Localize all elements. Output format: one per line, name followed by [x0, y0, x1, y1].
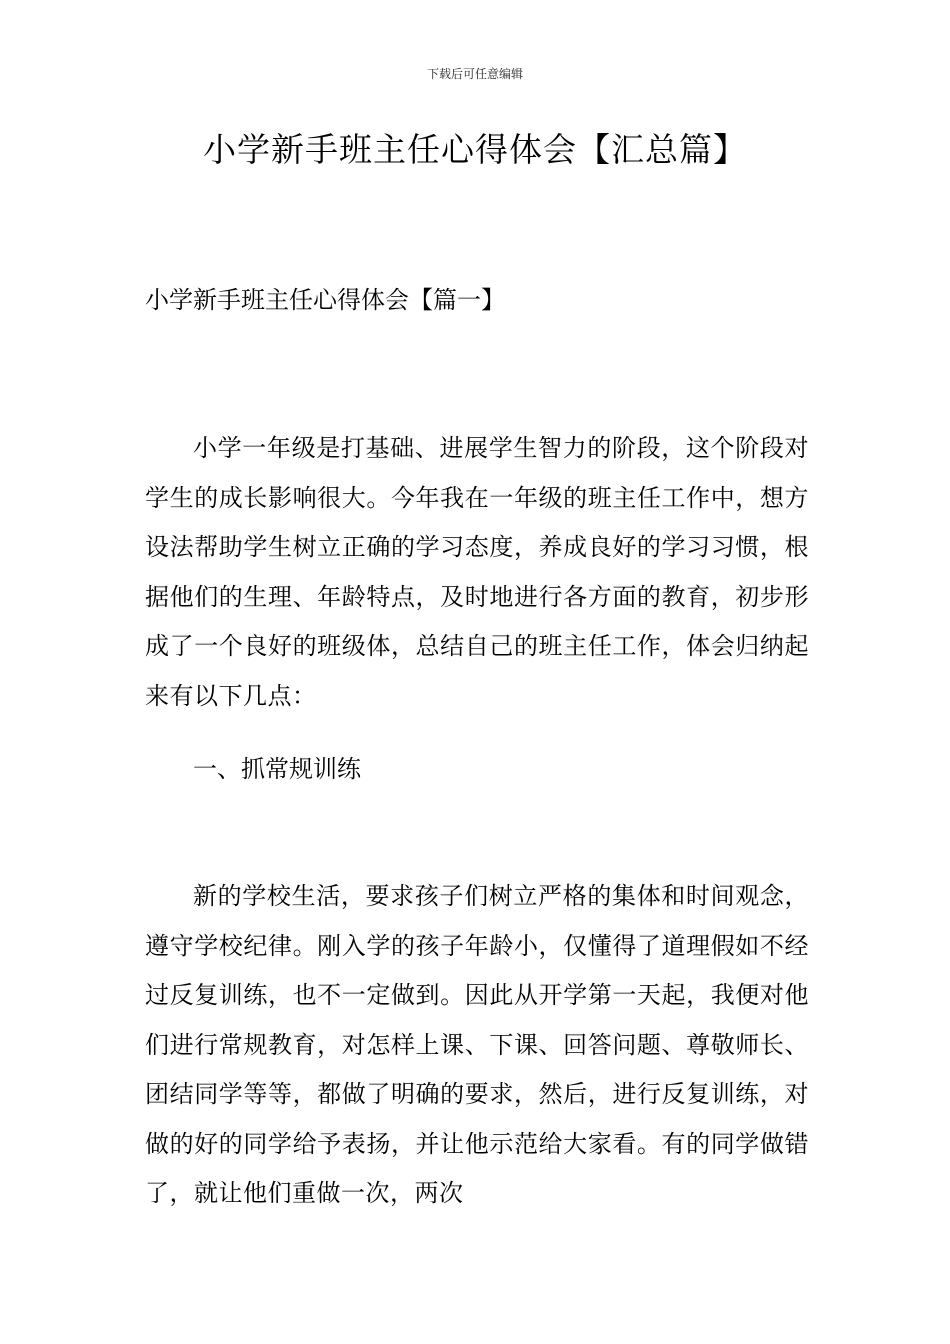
paragraph-routine-training: 新的学校生活，要求孩子们树立严格的集体和时间观念，遵守学校纪律。刚入学的孩子年龄小，仅懂得了道理假如不经过反复训练，也不一定做到。因此从开学第一天起，我便对他们进行常规教育，对怎样上课、下课、回答问题、尊敬师长、团结同学等等，都做了明确的要求，然后，进行反复训练，对做的好的同学给予表扬，并让他示范给大家看。有的同学做错了，就让他们重做一次，两次: [145, 882, 809, 1207]
document-title: 小学新手班主任心得体会【汇总篇】: [203, 130, 747, 169]
paragraph-intro: 小学一年级是打基础、进展学生智力的阶段，这个阶段对学生的成长影响很大。今年我在一年级的班主任工作中，想方设法帮助学生树立正确的学习态度，养成良好的学习习惯，根据他们的生理、年龄特点，及时地进行各方面的教育，初步形成了一个良好的班级体，总结自己的班主任工作，体会归纳起来有以下几点：: [145, 434, 809, 710]
header-note: 下载后可任意编辑: [426, 67, 523, 81]
sub-heading-routine-training: 一、抓常规训练: [193, 755, 361, 783]
section-heading: 小学新手班主任心得体会【篇一】: [145, 286, 505, 314]
